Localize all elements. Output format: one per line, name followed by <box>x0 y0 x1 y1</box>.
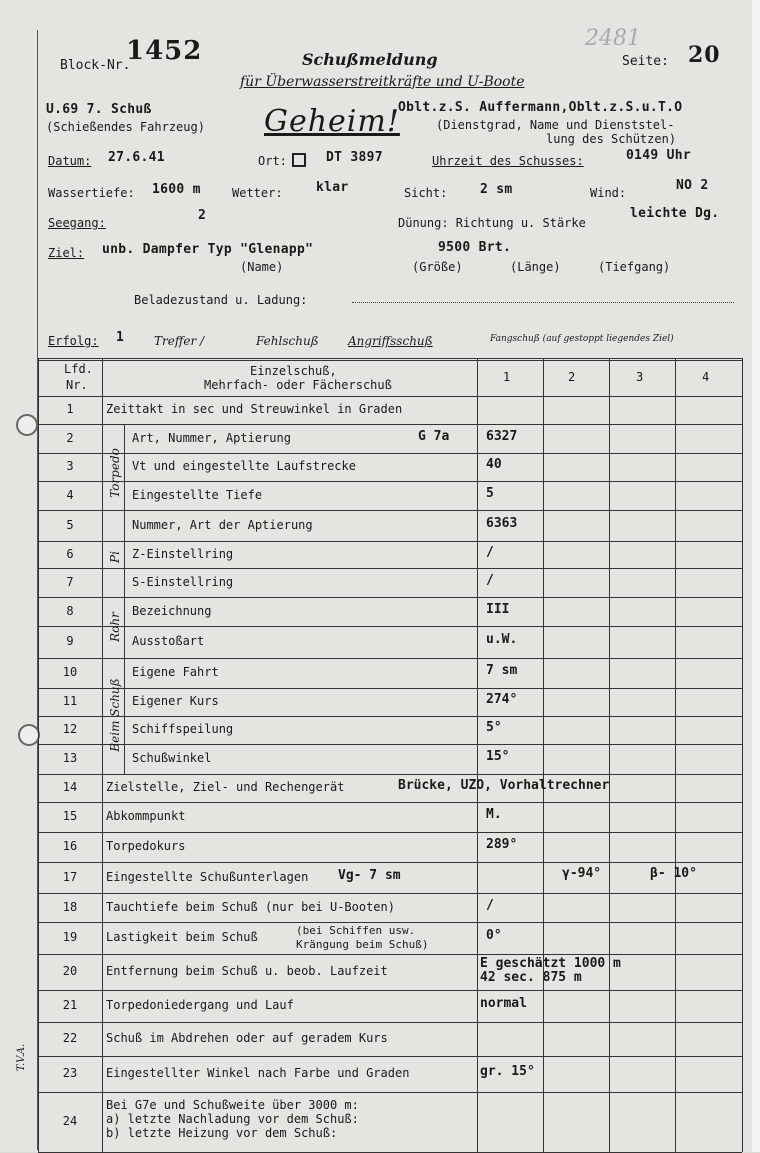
water-depth-value: 1600 m <box>152 182 201 197</box>
row-number: 6 <box>66 546 74 561</box>
row-value: 6327 <box>486 428 518 444</box>
sea-state-value: 2 <box>198 208 207 223</box>
col-head-3: 3 <box>636 370 644 384</box>
grid-line <box>38 541 742 542</box>
row-value: 6363 <box>486 515 518 531</box>
row-value: M. <box>486 807 502 822</box>
col-head-1: 1 <box>503 370 511 384</box>
row-value: 7 sm <box>486 663 518 678</box>
row-value: 5° <box>486 720 502 735</box>
col-head-desc-2: Mehrfach- oder Fächerschuß <box>204 378 392 392</box>
row-label-sub: a) letzte Nachladung vor dem Schuß: <box>106 1112 359 1126</box>
row-label: Eingestellter Winkel nach Farbe und Graden <box>106 1066 410 1080</box>
secret-stamp: Geheim! <box>264 104 400 139</box>
row-label: Bei G7e und Schußweite über 3000 m: <box>106 1098 359 1112</box>
target-value: unb. Dampfer Typ "Glenapp" <box>102 242 314 257</box>
row-label: Bezeichnung <box>132 603 212 618</box>
grid-line <box>38 658 742 659</box>
row-number: 4 <box>66 487 74 502</box>
form-title: Schußmeldung <box>302 50 438 69</box>
corner-stamp: 2481 <box>585 26 641 51</box>
grid-line <box>742 358 743 1152</box>
time-value: 0149 Uhr <box>626 148 692 163</box>
grid-line <box>38 744 742 745</box>
row-value: 274° <box>486 692 518 707</box>
group-pi: Pi <box>108 551 122 563</box>
row-number: 12 <box>62 722 78 736</box>
row-label: Entfernung beim Schuß u. beob. Laufzeit <box>106 964 388 978</box>
target-draft-label: (Tiefgang) <box>598 260 671 274</box>
row-number: 16 <box>62 839 78 853</box>
success-label: Erfolg: <box>48 334 99 348</box>
row-label: Torpedoniedergang und Lauf <box>106 998 294 1012</box>
row-value: E geschätzt 1000 m <box>480 956 621 971</box>
row-number: 17 <box>62 869 78 884</box>
row-label: Eingestellte Schußunterlagen <box>106 869 309 884</box>
loading-label: Beladezustand u. Ladung: <box>134 293 308 307</box>
grid-line <box>38 568 742 569</box>
row-label: Schußwinkel <box>132 751 212 765</box>
row-label: S-Einstellring <box>132 574 234 589</box>
vessel-label: (Schießendes Fahrzeug) <box>46 120 205 134</box>
row-number: 23 <box>62 1066 78 1080</box>
weather-value: klar <box>316 180 349 195</box>
col-head-2: 2 <box>568 370 576 384</box>
grid-line <box>38 716 742 717</box>
row-value: u.W. <box>486 632 518 647</box>
row-value: 40 <box>486 457 502 472</box>
row-number: 22 <box>62 1031 78 1045</box>
grid-line <box>477 358 478 1152</box>
grid-line <box>38 688 742 689</box>
grid-line <box>38 862 742 863</box>
row-number: 2 <box>66 430 74 445</box>
visibility-label: Sicht: <box>404 186 448 200</box>
row-label: Zielstelle, Ziel- und Rechengerät <box>106 780 345 794</box>
col-head-nr2: Nr. <box>66 378 88 392</box>
shooter-label-2: lung des Schützen) <box>546 132 677 146</box>
water-depth-label: Wassertiefe: <box>48 186 135 200</box>
grid-line <box>124 424 125 774</box>
row-value: / <box>486 897 494 913</box>
col-head-nr: Lfd. <box>64 362 93 376</box>
row-value-3: β- 10° <box>650 865 697 881</box>
row-label: Torpedokurs <box>106 839 186 853</box>
row-label: Vt und eingestellte Laufstrecke <box>132 459 356 473</box>
grid-line <box>38 453 742 454</box>
row-number: 19 <box>62 930 78 944</box>
row-value: Brücke, UZO, Vorhaltrechner <box>398 778 610 793</box>
row-number: 10 <box>62 665 78 679</box>
loading-dots <box>352 302 734 303</box>
row-value: normal <box>480 996 527 1011</box>
row-number: 9 <box>66 634 74 648</box>
margin-note: T.V.A. <box>16 1043 28 1072</box>
grid-line <box>38 893 742 894</box>
location-value: DT 3897 <box>326 150 383 165</box>
row-label: Schuß im Abdrehen oder auf geradem Kurs <box>106 1031 388 1045</box>
row-number: 1 <box>66 402 74 416</box>
row-number: 24 <box>62 1114 78 1128</box>
row-label: Eigene Fahrt <box>132 665 219 679</box>
target-name-label: (Name) <box>240 260 284 274</box>
grid-line <box>38 832 742 833</box>
visibility-value: 2 sm <box>480 182 513 197</box>
group-beim-schuss: Beim Schuß <box>108 678 122 752</box>
row-value: / <box>486 544 494 560</box>
row-value-2: γ-94° <box>562 865 602 881</box>
row-number: 13 <box>62 751 78 765</box>
weather-label: Wetter: <box>232 186 283 200</box>
row-label: Ausstoßart <box>132 634 205 648</box>
catch-label: Fangschuß (auf gestoppt liegendes Ziel) <box>490 334 674 344</box>
row-label: Nummer, Art der Aptierung <box>132 517 313 532</box>
grid-line <box>38 396 742 397</box>
row-number: 14 <box>62 780 78 794</box>
grid-line <box>38 802 742 803</box>
row-value: III <box>486 601 510 617</box>
grid-line <box>38 1056 742 1057</box>
grid-line <box>38 358 39 1152</box>
row-value: Vg- 7 sm <box>338 867 401 883</box>
block-number: 1452 <box>126 36 203 66</box>
block-label: Block-Nr. <box>60 58 131 73</box>
row-label: Eingestellte Tiefe <box>132 487 263 502</box>
grid-line <box>38 358 742 359</box>
grid-line <box>543 358 544 1152</box>
grid-line <box>38 481 742 482</box>
target-label: Ziel: <box>48 246 85 260</box>
group-rohr: Rohr <box>108 612 122 642</box>
page-label: Seite: <box>622 54 669 69</box>
date-value: 27.6.41 <box>108 150 165 165</box>
location-label: Ort: <box>258 154 287 168</box>
punch-hole <box>16 414 38 436</box>
row-extra: G 7a <box>418 428 450 444</box>
target-tonnage: 9500 Brt. <box>438 240 512 255</box>
row-label: Z-Einstellring <box>132 546 234 561</box>
row-value: / <box>486 572 494 588</box>
row-number: 8 <box>66 603 74 618</box>
col-head-4: 4 <box>702 370 710 384</box>
grid-line <box>675 358 676 1152</box>
sea-state-label: Seegang: <box>48 216 106 230</box>
success-hits: 1 <box>116 330 125 345</box>
row-number: 3 <box>66 459 74 473</box>
row-value: 289° <box>486 837 518 852</box>
row-label: Lastigkeit beim Schuß <box>106 930 258 944</box>
swell-value: leichte Dg. <box>630 206 720 221</box>
grid-line <box>38 990 742 991</box>
shooter-value: Oblt.z.S. Auffermann,Oblt.z.S.u.T.O <box>398 100 683 115</box>
grid-line <box>38 597 742 598</box>
row-number: 11 <box>62 694 78 708</box>
row-label-sub: Krängung beim Schuß) <box>296 938 429 951</box>
row-number: 7 <box>66 574 74 589</box>
row-number: 15 <box>62 809 78 823</box>
grid-line <box>38 922 742 923</box>
target-size-label: (Größe) <box>412 260 463 274</box>
row-label-sub: (bei Schiffen usw. <box>296 924 416 937</box>
col-head-desc-1: Einzelschuß, <box>250 364 337 378</box>
row-number: 18 <box>62 899 78 914</box>
target-length-label: (Länge) <box>510 260 561 274</box>
row-value: 15° <box>486 749 510 764</box>
row-label: Schiffspeilung <box>132 722 234 736</box>
row-label-sub: b) letzte Heizung vor dem Schuß: <box>106 1126 338 1140</box>
swell-label: Dünung: Richtung u. Stärke <box>398 216 586 230</box>
page-number: 20 <box>688 42 721 68</box>
time-label: Uhrzeit des Schusses: <box>432 154 584 168</box>
grid-line <box>38 1092 742 1093</box>
wind-label: Wind: <box>590 186 627 200</box>
date-label: Datum: <box>48 154 92 168</box>
grid-line <box>609 358 610 1152</box>
miss-label: Fehlschuß <box>256 334 319 348</box>
row-value-2: 42 sec. 875 m <box>480 970 582 985</box>
grid-line <box>38 424 742 425</box>
grid-line <box>102 358 103 1152</box>
grid-line <box>38 510 742 511</box>
row-number: 20 <box>62 964 78 978</box>
hits-label: Treffer / <box>154 334 205 348</box>
grid-square-icon <box>292 153 306 167</box>
group-torpedo: Torpedo <box>108 448 122 498</box>
row-value: 5 <box>486 485 494 501</box>
attack-label: Angriffsschuß <box>348 334 433 348</box>
row-label: Abkommpunkt <box>106 809 186 823</box>
grid-line <box>38 774 742 775</box>
grid-line <box>38 954 742 955</box>
shooter-label-1: (Dienstgrad, Name und Dienststel- <box>436 118 675 132</box>
grid-line <box>38 1022 742 1023</box>
grid-line <box>38 626 742 627</box>
wind-value: NO 2 <box>676 178 709 193</box>
row-value: 0° <box>486 928 502 943</box>
row-label: Tauchtiefe beim Schuß (nur bei U-Booten) <box>106 899 395 914</box>
grid-line <box>38 360 742 361</box>
form-subtitle: für Überwasserstreitkräfte und U-Boote <box>240 74 525 90</box>
row-value: gr. 15° <box>480 1064 535 1079</box>
row-number: 21 <box>62 998 78 1012</box>
vessel-value: U.69 7. Schuß <box>46 102 152 117</box>
row-number: 5 <box>66 517 74 532</box>
row-label: Art, Nummer, Aptierung <box>132 430 291 445</box>
row-label: Zeittakt in sec und Streuwinkel in Graden <box>106 402 403 416</box>
row-label: Eigener Kurs <box>132 694 219 708</box>
page-edge <box>752 0 760 1152</box>
punch-hole <box>18 724 40 746</box>
